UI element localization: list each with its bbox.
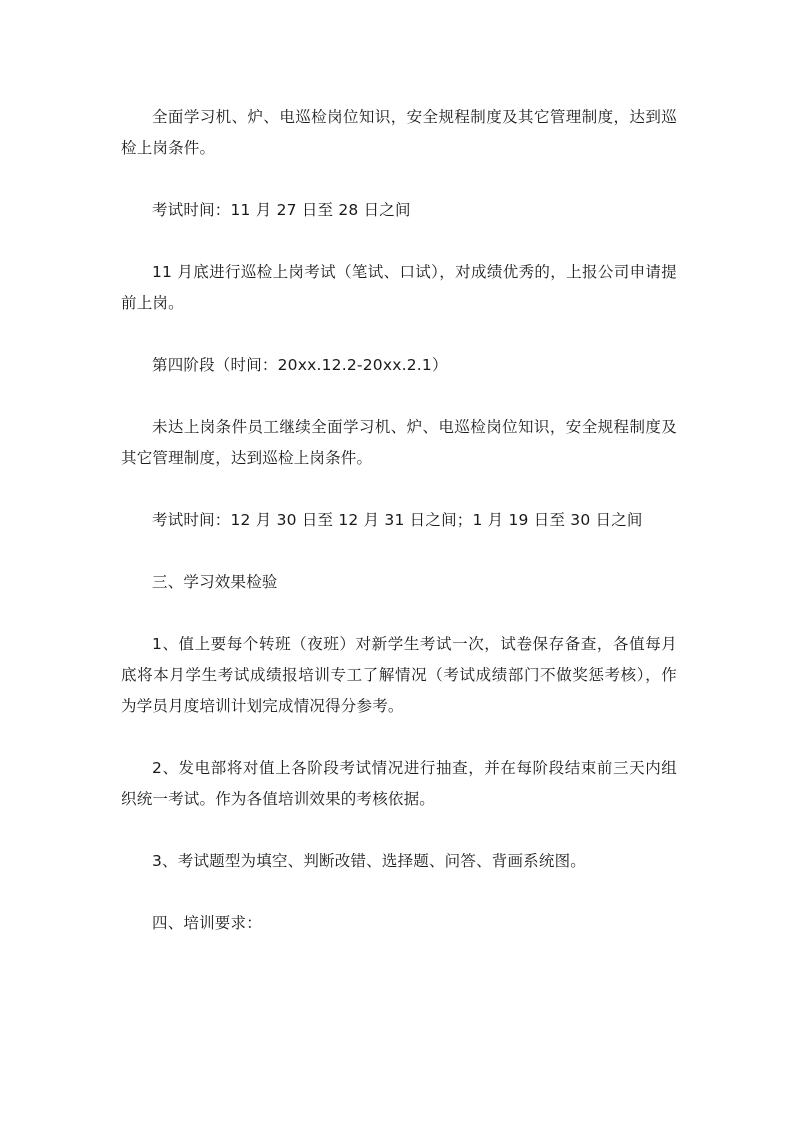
paragraph-exam-time-dec-jan: 考试时间：12 月 30 日至 12 月 31 日之间；1 月 19 日至 30 日之间 [152, 511, 643, 529]
paragraph-stage-four-heading: 第四阶段（时间：20xx.12.2-20xx.2.1） [152, 356, 448, 374]
paragraph-continue-study: 未达上岗条件员工继续全面学习机、炉、电巡检岗位知识，安全规程制度及其它管理制度，达到巡检上岗条件。 [121, 418, 677, 467]
paragraph-item-2: 2、发电部将对值上各阶段考试情况进行抽查，并在每阶段结束前三天内组织统一考试。作为各值培训效果的考核依据。 [121, 759, 677, 808]
section-heading-learning-effect: 三、学习效果检验 [152, 573, 278, 591]
paragraph-study-content: 全面学习机、炉、电巡检岗位知识，安全规程制度及其它管理制度，达到巡检上岗条件。 [121, 108, 677, 157]
paragraph-exam-time-nov: 考试时间：11 月 27 日至 28 日之间 [152, 201, 411, 219]
document-body [121, 102, 677, 939]
paragraph-patrol-exam: 11 月底进行巡检上岗考试（笔试、口试），对成绩优秀的，上报公司申请提前上岗。 [121, 263, 677, 312]
paragraph-item-1: 1、值上要每个转班（夜班）对新学生考试一次，试卷保存备查，各值每月底将本月学生考试成绩报培训专工了解情况（考试成绩部门不做奖惩考核），作为学员月度培训计划完成情况得分参考。 [121, 635, 677, 715]
paragraph-item-3: 3、考试题型为填空、判断改错、选择题、问答、背画系统图。 [152, 852, 586, 870]
section-heading-training-requirements: 四、培训要求： [152, 914, 262, 932]
